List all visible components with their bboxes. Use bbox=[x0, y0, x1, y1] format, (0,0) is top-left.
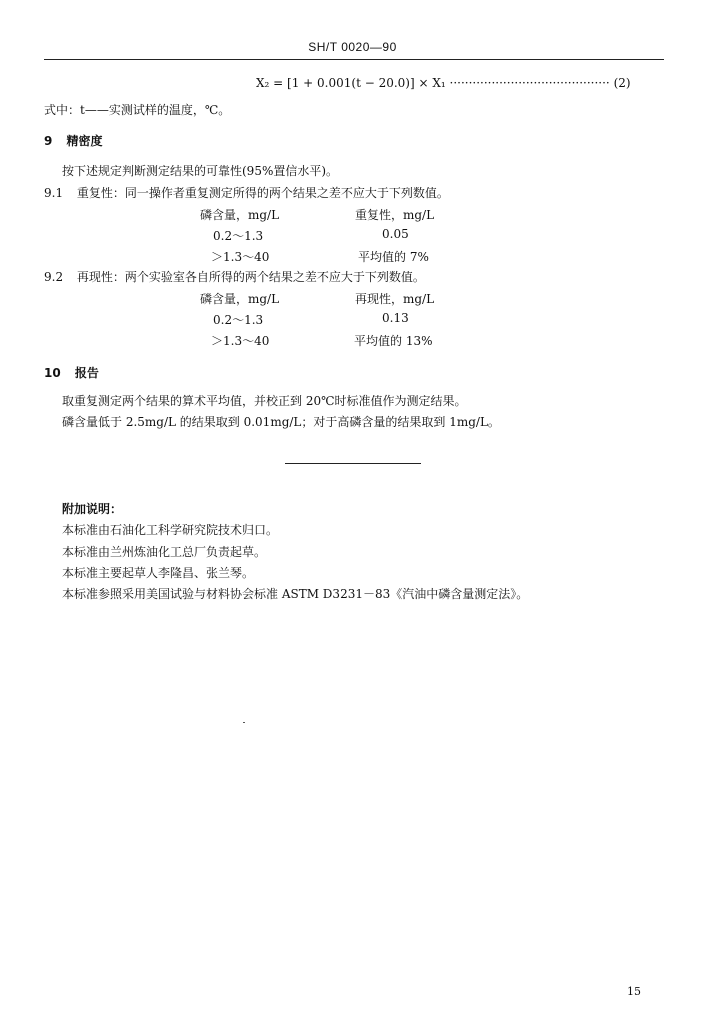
formula-expression: X₂ = [1 + 0.001(t − 20.0)] × X₁ bbox=[256, 76, 446, 90]
section-10-para1: 取重复测定两个结果的算术平均值，并校正到 20℃时标准值作为测定结果。 bbox=[62, 394, 467, 408]
reproducibility-col1-header: 磷含量，mg/L bbox=[200, 292, 280, 306]
formula-leader-dots: ·········································· bbox=[449, 76, 610, 90]
section-9-2-text: 再现性：两个实验室各自所得的两个结果之差不应大于下列数值。 bbox=[76, 270, 425, 284]
section-9-heading bbox=[44, 132, 103, 149]
section-9-intro: 按下述规定判断测定结果的可靠性(95%置信水平)。 bbox=[62, 164, 339, 178]
end-of-standard-rule bbox=[285, 463, 421, 464]
section-10-number: 10 bbox=[44, 366, 61, 380]
section-10-para2: 磷含量低于 2.5mg/L 的结果取到 0.01mg/L；对于高磷含量的结果取到 1mg/L。 bbox=[62, 415, 500, 429]
section-9-1-text: 重复性：同一操作者重复测定所得的两个结果之差不应大于下列数值。 bbox=[76, 186, 449, 200]
section-9-2 bbox=[44, 268, 425, 285]
reproducibility-row1-value: 0.13 bbox=[382, 311, 409, 325]
appendix-title: 附加说明： bbox=[62, 502, 123, 516]
reproducibility-row1-range: 0.2～1.3 bbox=[213, 313, 264, 327]
appendix-line: 本标准参照采用美国试验与材料协会标准 ASTM D3231－83《汽油中磷含量测定法》。 bbox=[62, 587, 529, 601]
section-9-2-number: 9.2 bbox=[44, 270, 64, 284]
repeatability-row1-range: 0.2～1.3 bbox=[213, 229, 264, 243]
repeatability-row1-value: 0.05 bbox=[382, 227, 409, 241]
appendix-line: 本标准由兰州炼油化工总厂负责起草。 bbox=[62, 545, 267, 559]
section-10-heading bbox=[44, 364, 99, 381]
repeatability-row2-value: 平均值的 7% bbox=[358, 250, 429, 264]
repeatability-row2-range: ＞1.3～40 bbox=[211, 250, 270, 264]
formula-line bbox=[256, 76, 631, 90]
section-9-1-number: 9.1 bbox=[44, 186, 64, 200]
section-10-title: 报告 bbox=[74, 366, 99, 380]
appendix-line: 本标准主要起草人李隆昌、张兰琴。 bbox=[62, 566, 255, 580]
reproducibility-row2-value: 平均值的 13% bbox=[354, 334, 433, 348]
page-header: SH/T 0020—90 bbox=[308, 40, 397, 54]
formula-number: (2) bbox=[613, 76, 631, 90]
repeatability-col2-header: 重复性，mg/L bbox=[355, 208, 435, 222]
section-9-title: 精密度 bbox=[66, 134, 103, 148]
header-rule bbox=[44, 59, 664, 60]
scan-speck bbox=[243, 722, 245, 723]
reproducibility-col2-header: 再现性，mg/L bbox=[355, 292, 435, 306]
appendix-line: 本标准由石油化工科学研究院技术归口。 bbox=[62, 523, 279, 537]
repeatability-col1-header: 磷含量，mg/L bbox=[200, 208, 280, 222]
formula-note: 式中：t——实测试样的温度，℃。 bbox=[44, 103, 231, 117]
section-9-1 bbox=[44, 184, 449, 201]
page-number: 15 bbox=[627, 985, 641, 998]
section-9-number: 9 bbox=[44, 134, 53, 148]
reproducibility-row2-range: ＞1.3～40 bbox=[211, 334, 270, 348]
